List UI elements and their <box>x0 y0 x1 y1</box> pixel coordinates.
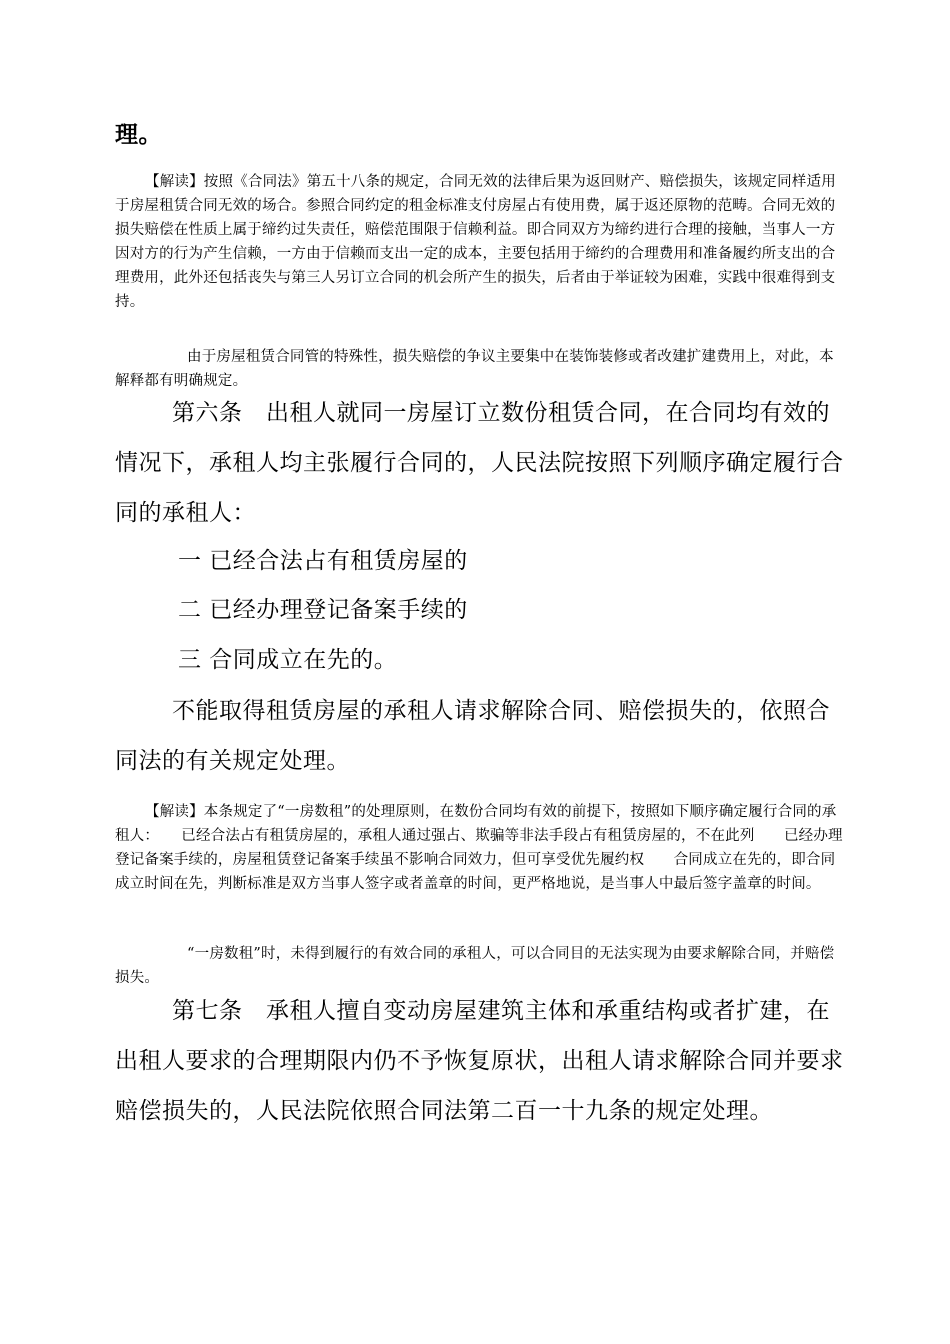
article-6-text: 第六条 出租人就同一房屋订立数份租赁合同，在合同均有效的情况下，承租人均主张履行合同的，人民法院按照下列顺序确定履行合同的承租人： <box>115 400 844 526</box>
article-6-item-1: 一 已经合法占有租赁房屋的 <box>178 548 468 574</box>
interpretation-paragraph-2b: “一房数租”时，未得到履行的有效合同的承租人，可以合同目的无法实现为由要求解除合同，并赔偿损失。 <box>115 946 835 986</box>
article-7-text: 第七条 承租人擅自变动房屋建筑主体和承重结构或者扩建，在出租人要求的合理期限内仍不予恢复原状，出租人请求解除合同并要求赔偿损失的，人民法院依照合同法第二百一十九条的规定处理。 <box>115 998 844 1124</box>
article-6-tail: 不能取得租赁房屋的承租人请求解除合同、赔偿损失的，依照合同法的有关规定处理。 <box>115 698 830 774</box>
interpretation-paragraph-1b: 由于房屋租赁合同管的特殊性，损失赔偿的争议主要集中在装饰装修或者改建扩建费用上，对此，本解释都有明确规定。 <box>115 349 834 389</box>
continued-paragraph-end: 理。 <box>115 122 162 148</box>
article-6-item-2: 二 已经办理登记备案手续的 <box>178 597 468 623</box>
interpretation-paragraph-1: 【解读】按照《合同法》第五十八条的规定，合同无效的法律后果为返回财产、赔偿损失，该规定同样适用于房屋租赁合同无效的场合。参照合同约定的租金标准支付房屋占有使用费，属于返还原物的范畴。合同无效的损失赔偿在性质上属于缔约过失责任，赔偿范围限于信赖利益。即合同双方为缔约进行合理的接触，当事人一方因对方的行为产生信赖，一方由于信赖而支出一定的成本，主要包括用于缔约的合理费用和准备履约所支出的合理费用，此外还包括丧失与第三人另订立合同的机会所产生的损失，后者由于举证较为困难，实践中很难得到支持。 <box>115 174 836 310</box>
interpretation-paragraph-2: 【解读】本条规定了“一房数租”的处理原则，在数份合同均有效的前提下，按照如下顺序确定履行合同的承租人： 已经合法占有租赁房屋的，承租人通过强占、欺骗等非法手段占有租赁房屋的，不在此列 已经办理登记备案手续的，房屋租赁登记备案手续虽不影响合同效力，但可享受优先履约权 合同成立在先的，即合同成立时间在先，判断标准是双方当事人签字或者盖章的时间，更严格地说，是当事人中最后签字盖章的时间。 <box>115 804 843 892</box>
article-6-item-3: 三 合同成立在先的。 <box>178 647 398 673</box>
